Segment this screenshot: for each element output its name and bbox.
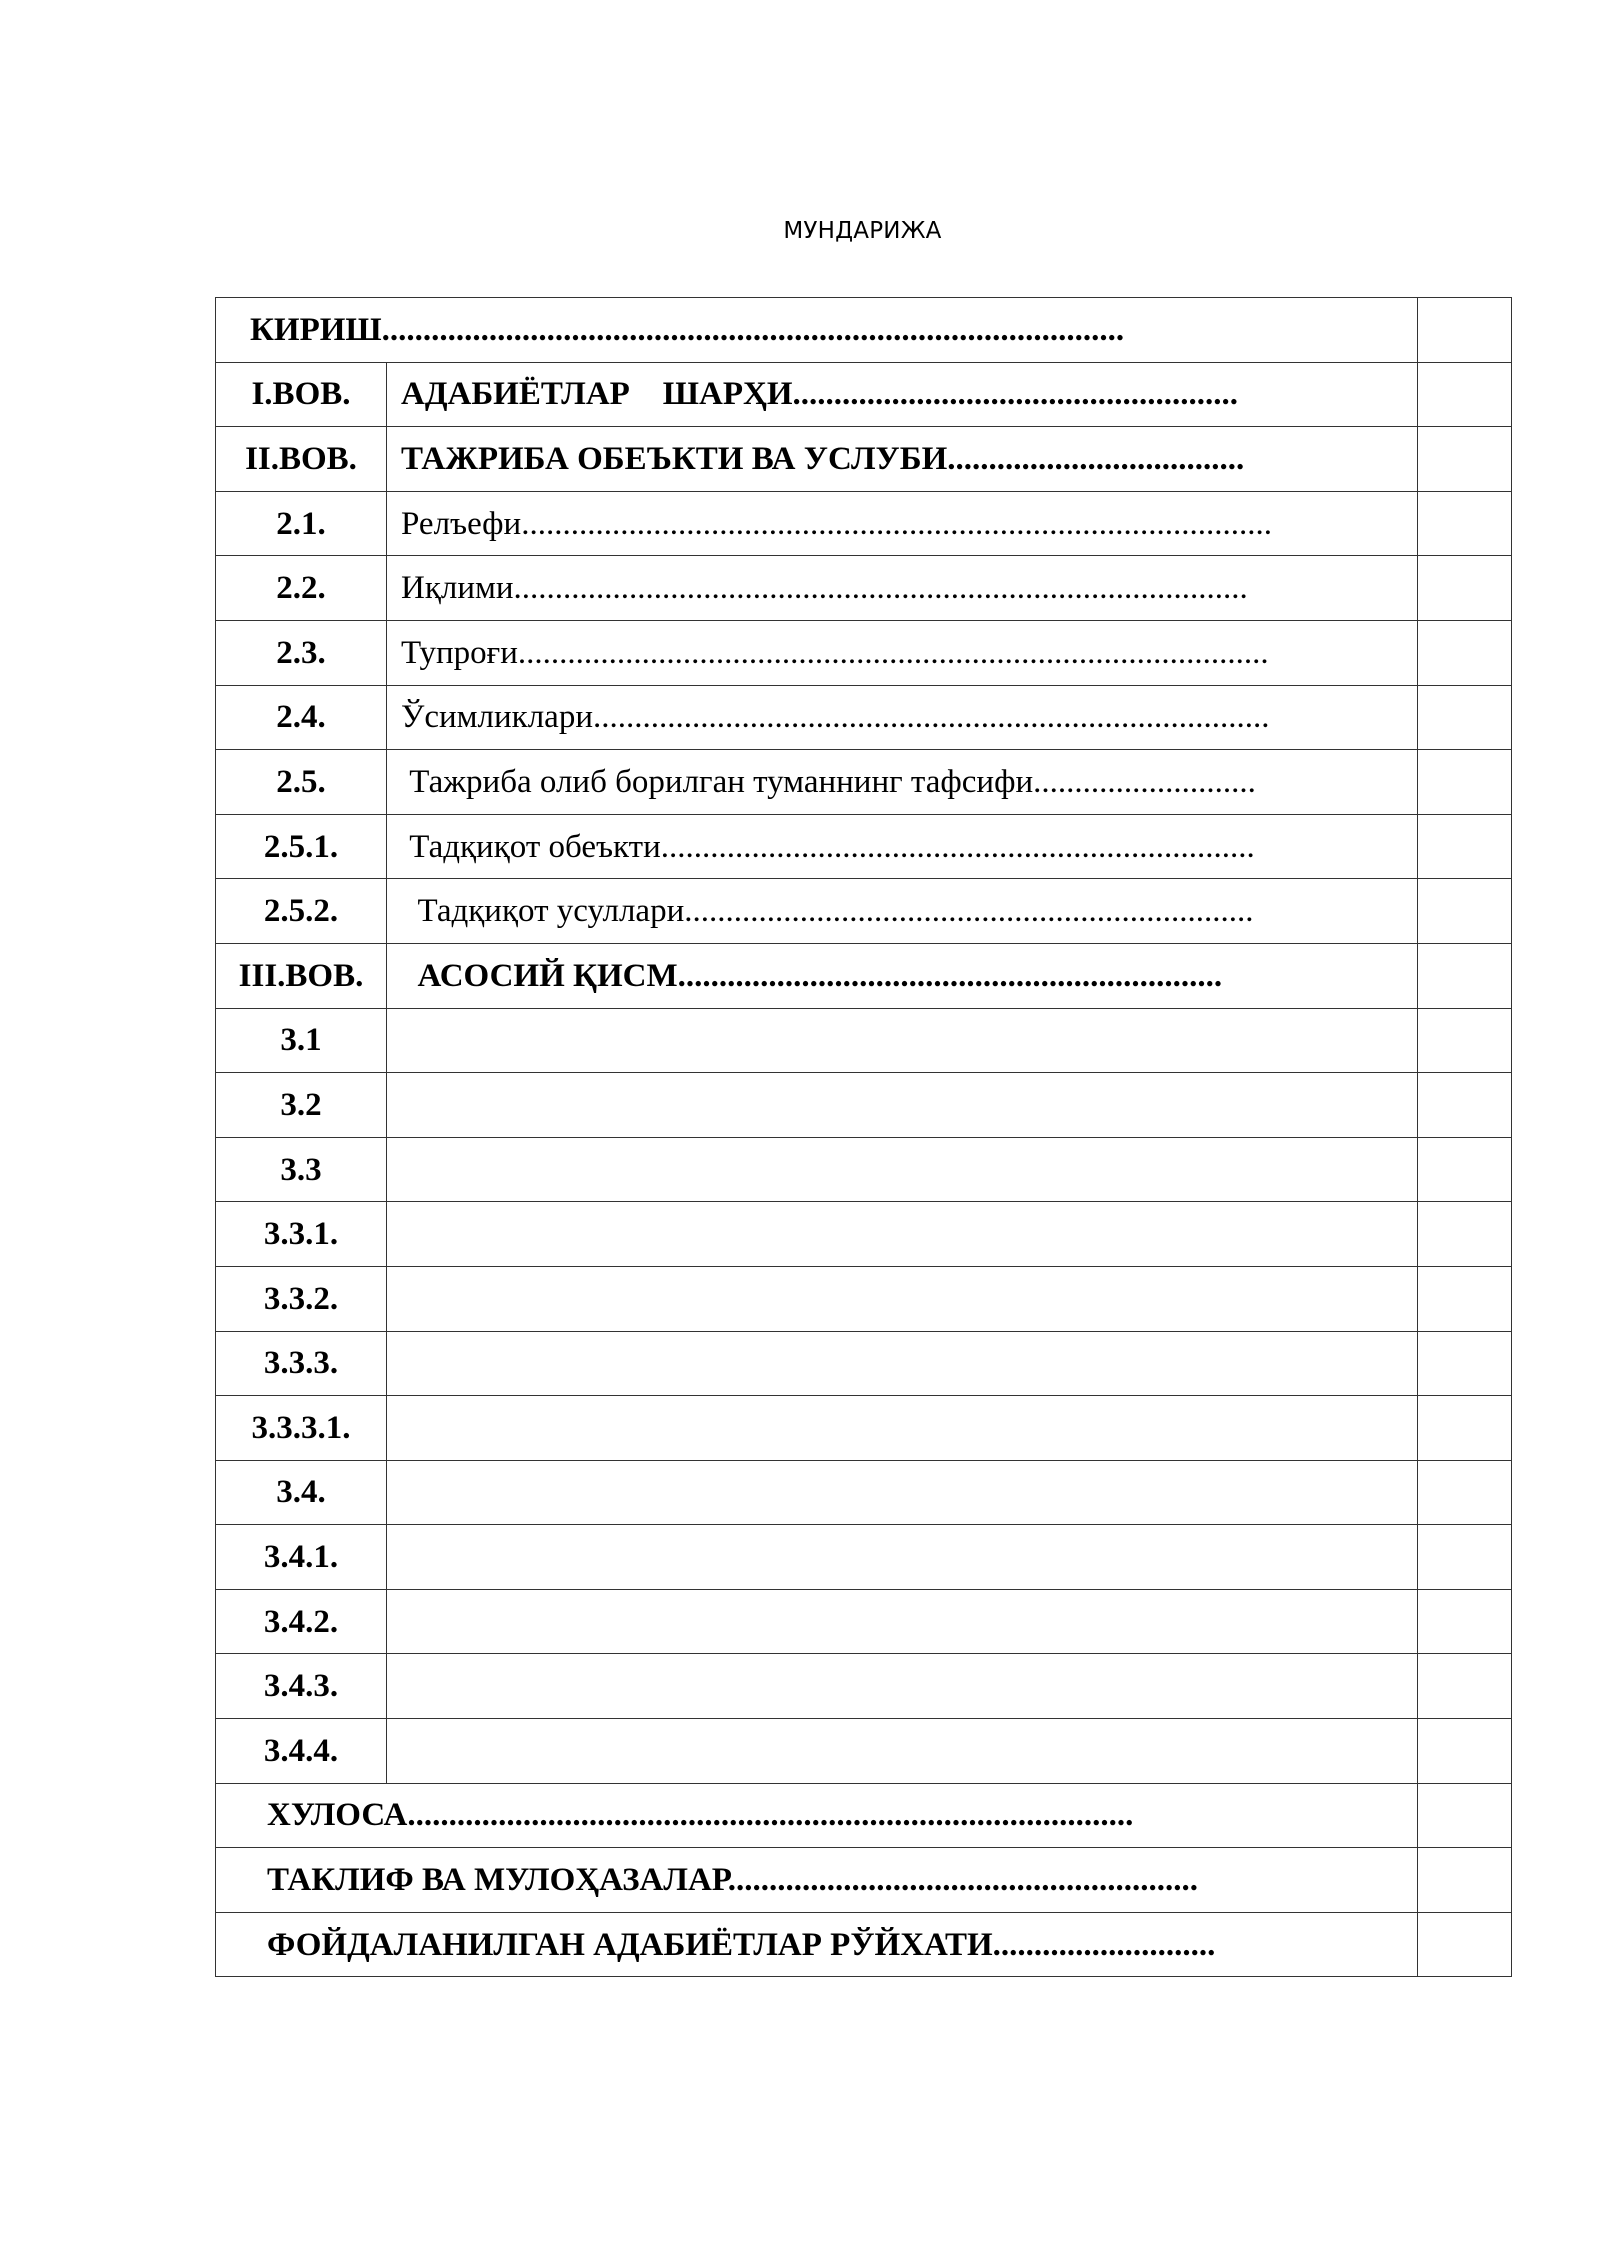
toc-page-number xyxy=(1418,1266,1512,1331)
toc-section-title: Тадқиқот обеъкти........................................................................ xyxy=(387,814,1418,879)
toc-row xyxy=(216,814,1512,879)
toc-row xyxy=(216,1331,1512,1396)
toc-row xyxy=(216,1525,1512,1590)
toc-row xyxy=(216,298,1512,363)
toc-section-number: 2.4. xyxy=(216,685,387,750)
toc-section-number: 3.3.1. xyxy=(216,1202,387,1267)
toc-section-title: ХУЛОСА........................................................................................ xyxy=(216,1783,1418,1848)
table-of-contents xyxy=(215,297,1512,1977)
toc-section-number: 3.4.2. xyxy=(216,1589,387,1654)
toc-section-title: ТАКЛИФ ВА МУЛОҲАЗАЛАР......................................................... xyxy=(216,1848,1418,1913)
toc-page-number xyxy=(1418,814,1512,879)
toc-row xyxy=(216,362,1512,427)
toc-page-number xyxy=(1418,298,1512,363)
toc-row xyxy=(216,685,1512,750)
toc-section-number: 3.3.2. xyxy=(216,1266,387,1331)
toc-section-title xyxy=(387,1589,1418,1654)
toc-page-number xyxy=(1418,750,1512,815)
toc-page-number xyxy=(1418,1073,1512,1138)
toc-section-title xyxy=(387,1525,1418,1590)
toc-page-number xyxy=(1418,1137,1512,1202)
toc-section-title: Тажриба олиб борилган туманнинг тафсифи........................... xyxy=(387,750,1418,815)
toc-section-title xyxy=(387,1266,1418,1331)
toc-section-title xyxy=(387,1719,1418,1784)
toc-row xyxy=(216,491,1512,556)
toc-row xyxy=(216,1396,1512,1461)
toc-section-number: 3.4.4. xyxy=(216,1719,387,1784)
toc-section-number: 2.3. xyxy=(216,620,387,685)
toc-page-number xyxy=(1418,1912,1512,1977)
toc-row xyxy=(216,620,1512,685)
toc-section-number: 2.5.2. xyxy=(216,879,387,944)
toc-section-number: 3.3.3. xyxy=(216,1331,387,1396)
toc-page-number xyxy=(1418,1202,1512,1267)
toc-page-number xyxy=(1418,1008,1512,1073)
toc-row xyxy=(216,1719,1512,1784)
toc-section-number: 2.2. xyxy=(216,556,387,621)
toc-section-title: Тадқиқот усуллари..................................................................... xyxy=(387,879,1418,944)
toc-page-number xyxy=(1418,1331,1512,1396)
toc-page-number xyxy=(1418,1783,1512,1848)
toc-section-number: 3.1 xyxy=(216,1008,387,1073)
toc-row xyxy=(216,1266,1512,1331)
toc-row xyxy=(216,1460,1512,1525)
toc-page-number xyxy=(1418,620,1512,685)
toc-section-title: Релъефи........................................................................................... xyxy=(387,491,1418,556)
toc-section-title: Ўсимликлари.................................................................................. xyxy=(387,685,1418,750)
toc-row xyxy=(216,750,1512,815)
toc-page-number xyxy=(1418,362,1512,427)
page-title: МУНДАРИЖА xyxy=(783,218,942,244)
toc-section-title xyxy=(387,1460,1418,1525)
toc-section-title: ФОЙДАЛАНИЛГАН АДАБИЁТЛАР РЎЙХАТИ........................... xyxy=(216,1912,1418,1977)
toc-section-number: 3.3.3.1. xyxy=(216,1396,387,1461)
toc-row xyxy=(216,1848,1512,1913)
toc-section-number: 3.3 xyxy=(216,1137,387,1202)
toc-row xyxy=(216,1589,1512,1654)
toc-page-number xyxy=(1418,1525,1512,1590)
toc-section-number: 3.2 xyxy=(216,1073,387,1138)
toc-section-number: 2.5.1. xyxy=(216,814,387,879)
toc-row xyxy=(216,1008,1512,1073)
toc-row xyxy=(216,879,1512,944)
toc-row xyxy=(216,1912,1512,1977)
toc-row xyxy=(216,1202,1512,1267)
toc-row xyxy=(216,1073,1512,1138)
toc-section-title xyxy=(387,1008,1418,1073)
toc-page-number xyxy=(1418,685,1512,750)
toc-row xyxy=(216,556,1512,621)
toc-row xyxy=(216,1783,1512,1848)
toc-section-title: АДАБИЁТЛАР ШАРҲИ...................................................... xyxy=(387,362,1418,427)
toc-page-number xyxy=(1418,879,1512,944)
toc-row xyxy=(216,1137,1512,1202)
toc-section-number: 3.4. xyxy=(216,1460,387,1525)
toc-page-number xyxy=(1418,1460,1512,1525)
toc-section-title xyxy=(387,1654,1418,1719)
toc-section-title: Иқлими......................................................................................... xyxy=(387,556,1418,621)
toc-section-title xyxy=(387,1202,1418,1267)
toc-section-number: III.ВОВ. xyxy=(216,943,387,1008)
toc-body xyxy=(216,298,1512,1977)
toc-section-title xyxy=(387,1073,1418,1138)
toc-row xyxy=(216,427,1512,492)
toc-page-number xyxy=(1418,491,1512,556)
toc-section-number: 3.4.3. xyxy=(216,1654,387,1719)
toc-page-number xyxy=(1418,1654,1512,1719)
toc-section-title: ТАЖРИБА ОБЕЪКТИ ВА УСЛУБИ.................................... xyxy=(387,427,1418,492)
toc-row xyxy=(216,1654,1512,1719)
toc-page-number xyxy=(1418,1848,1512,1913)
toc-page-number xyxy=(1418,1589,1512,1654)
toc-section-title xyxy=(387,1331,1418,1396)
toc-section-title xyxy=(387,1396,1418,1461)
toc-page-number xyxy=(1418,1396,1512,1461)
toc-page-number xyxy=(1418,556,1512,621)
toc-page-number xyxy=(1418,427,1512,492)
toc-section-number: I.ВОВ. xyxy=(216,362,387,427)
toc-section-number: II.ВОВ. xyxy=(216,427,387,492)
toc-section-title: КИРИШ.......................................................................................... xyxy=(216,298,1418,363)
toc-section-title: АСОСИЙ ҚИСМ.................................................................. xyxy=(387,943,1418,1008)
toc-section-title: Тупроғи........................................................................................... xyxy=(387,620,1418,685)
toc-page-number xyxy=(1418,1719,1512,1784)
toc-row xyxy=(216,943,1512,1008)
toc-section-number: 3.4.1. xyxy=(216,1525,387,1590)
toc-page-number xyxy=(1418,943,1512,1008)
toc-section-number: 2.1. xyxy=(216,491,387,556)
toc-section-title xyxy=(387,1137,1418,1202)
toc-section-number: 2.5. xyxy=(216,750,387,815)
